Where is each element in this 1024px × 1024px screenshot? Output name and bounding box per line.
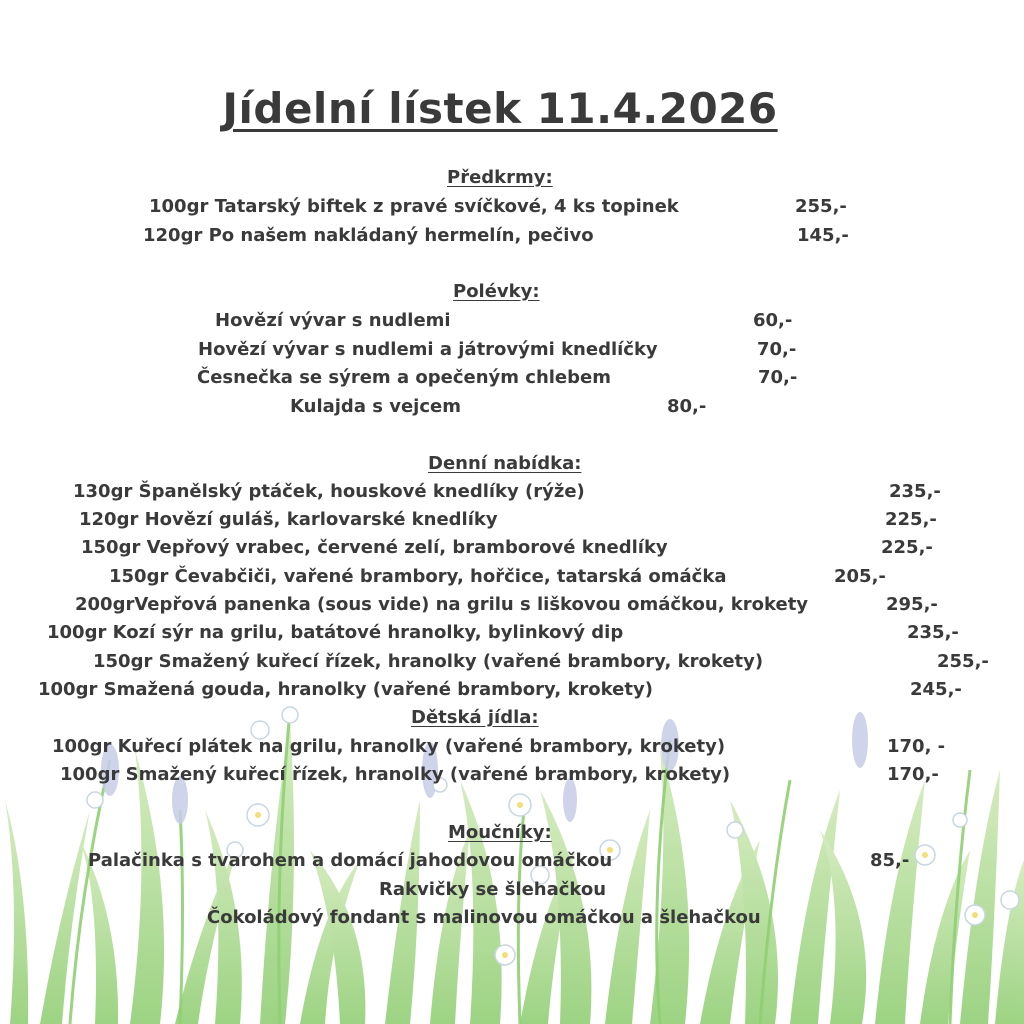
menu-item-name: Rakvičky se šlehačkou xyxy=(379,879,607,900)
menu-item-price: 245,- xyxy=(910,679,962,700)
menu-item-name: Hovězí vývar s nudlemi a játrovými knedlíčky xyxy=(198,339,658,360)
menu-item-price: 80,- xyxy=(667,396,707,417)
menu-item-price: 170,- xyxy=(887,764,939,785)
menu-item-name: 150gr Vepřový vrabec, červené zelí, bramborové knedlíky xyxy=(81,537,668,558)
menu-item-price: 145,- xyxy=(797,225,849,246)
page-title: Jídelní lístek 11.4.2026 xyxy=(222,84,778,133)
menu-item-price: 295,- xyxy=(886,594,938,615)
heading-daily: Denní nabídka: xyxy=(428,453,582,474)
menu-item-name: 100gr Kuřecí plátek na grilu, hranolky (vařené brambory, krokety) xyxy=(52,736,726,757)
menu-item-name: Hovězí vývar s nudlemi xyxy=(215,310,451,331)
menu-item-price: 60,- xyxy=(753,310,793,331)
menu-item-name: Česnečka se sýrem a opečeným chlebem xyxy=(197,367,611,388)
heading-starters: Předkrmy: xyxy=(447,167,553,188)
menu-item-price: 70,- xyxy=(757,339,797,360)
menu-item-price: 170, - xyxy=(887,736,946,757)
menu-item-name: 150gr Smažený kuřecí řízek, hranolky (vařené brambory, krokety) xyxy=(93,651,764,672)
heading-kids: Dětská jídla: xyxy=(411,707,539,728)
menu-item-price: 225,- xyxy=(881,537,933,558)
menu-item-name: 100gr Tatarský biftek z pravé svíčkové, 4 ks topinek xyxy=(149,196,679,217)
menu-item-name: 120gr Hovězí guláš, karlovarské knedlíky xyxy=(79,509,498,530)
menu-item-name: 130gr Španělský ptáček, houskové knedlíky (rýže) xyxy=(73,481,585,502)
menu-item-price: 225,- xyxy=(885,509,937,530)
heading-desserts: Moučníky: xyxy=(448,822,552,843)
menu-item-name: 200grVepřová panenka (sous vide) na grilu s liškovou omáčkou, krokety xyxy=(75,594,809,615)
menu-item-price: 235,- xyxy=(889,481,941,502)
menu-item-price: 235,- xyxy=(907,622,959,643)
menu-item-name: 100gr Smažený kuřecí řízek, hranolky (vařené brambory, krokety) xyxy=(60,764,731,785)
menu-item-price: 255,- xyxy=(937,651,989,672)
menu-item-name: 100gr Kozí sýr na grilu, batátové hranolky, bylinkový dip xyxy=(47,622,624,643)
menu-item-price: 85,- xyxy=(870,850,910,871)
menu-item-name: 120gr Po našem nakládaný hermelín, pečivo xyxy=(143,225,594,246)
menu-item-name: 100gr Smažená gouda, hranolky (vařené brambory, krokety) xyxy=(38,679,653,700)
menu-item-name: 150gr Čevabčiči, vařené brambory, hořčice, tatarská omáčka xyxy=(109,566,727,587)
menu-item-name: Palačinka s tvarohem a domácí jahodovou omáčkou xyxy=(88,850,613,871)
menu-item-name: Kulajda s vejcem xyxy=(290,396,461,417)
menu-item-price: 205,- xyxy=(834,566,886,587)
menu-item-price: 255,- xyxy=(795,196,847,217)
menu-item-price: 70,- xyxy=(758,367,798,388)
menu-item-name: Čokoládový fondant s malinovou omáčkou a šlehačkou xyxy=(207,907,761,928)
heading-soups: Polévky: xyxy=(453,281,540,302)
